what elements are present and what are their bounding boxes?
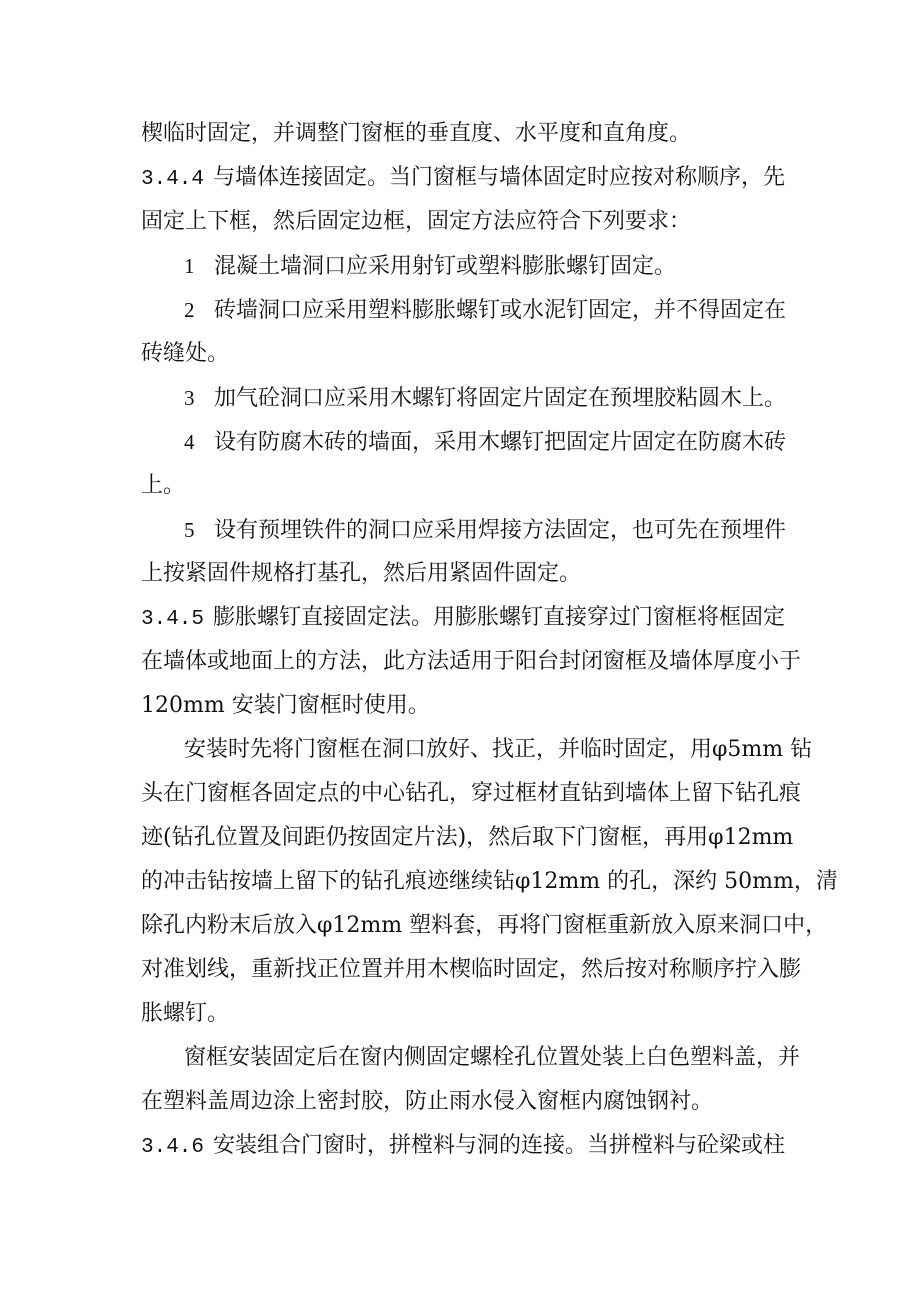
text-line [141, 693, 430, 719]
text-line [141, 1001, 229, 1027]
paragraph-first-line [184, 1045, 800, 1071]
section-number: 3.4.6 [141, 1136, 205, 1159]
line-text: 加气砼洞口应采用木螺钉将固定片固定在预埋胶粘圆木上。 [214, 386, 787, 411]
text-line [141, 209, 691, 235]
item-number: 5 [184, 518, 195, 542]
text-line [141, 825, 793, 851]
paragraph-first-line [184, 737, 812, 763]
text-line [141, 649, 801, 675]
list-item [184, 297, 786, 324]
line-text: 上。 [141, 473, 186, 498]
line-text: 在墙体或地面上的方法，此方法适用于阳台封闭窗框及墙体厚度小于 [141, 649, 802, 674]
text-line [141, 561, 581, 587]
text-line [141, 341, 229, 367]
section-number: 3.4.4 [141, 168, 205, 191]
line-text: 砖墙洞口应采用塑料膨胀螺钉或水泥钉固定，并不得固定在 [214, 298, 787, 323]
line-text: 砖缝处。 [141, 341, 230, 366]
text-line [141, 913, 827, 939]
item-number: 2 [184, 298, 195, 322]
item-number: 3 [184, 386, 195, 410]
list-item [184, 253, 676, 280]
section-heading [141, 165, 785, 193]
line-text: 设有防腐木砖的墙面，采用木螺钉把固定片固定在防腐木砖 [214, 430, 787, 455]
text-line [141, 473, 185, 499]
section-heading [141, 605, 785, 633]
line-text: 的冲击钻按墙上留下的钻孔痕迹继续钻φ12mm 的孔，深约 50mm，清 [141, 869, 838, 894]
line-text: 楔临时固定，并调整门窗框的垂直度、水平度和直角度。 [141, 121, 692, 146]
text-line [141, 957, 801, 983]
line-text: 除孔内粉末后放入φ12mm 塑料套，再将门窗框重新放入原来洞口中， [141, 913, 828, 938]
section-heading [141, 1133, 785, 1161]
text-line [141, 869, 838, 895]
line-text: 头在门窗框各固定点的中心钻孔，穿过框材直钻到墙体上留下钻孔痕 [141, 781, 802, 806]
line-text: 在塑料盖周边涂上密封胶，防止雨水侵入窗框内腐蚀钢衬。 [141, 1089, 714, 1114]
line-text: 设有预埋铁件的洞口应采用焊接方法固定，也可先在预埋件 [214, 518, 787, 543]
line-text: 固定上下框，然后固定边框，固定方法应符合下列要求： [141, 209, 692, 234]
list-item [184, 517, 786, 544]
text-line [141, 1089, 713, 1115]
line-text: 安装组合门窗时，拼樘料与洞的连接。当拼樘料与砼梁或柱 [213, 1133, 786, 1158]
section-number: 3.4.5 [141, 608, 205, 631]
list-item [184, 429, 786, 456]
line-text: 膨胀螺钉直接固定法。用膨胀螺钉直接穿过门窗框将框固定 [213, 605, 786, 630]
line-text: 胀螺钉。 [141, 1001, 230, 1026]
line-text: 对准划线，重新找正位置并用木楔临时固定，然后按对称顺序拧入膨 [141, 957, 802, 982]
line-text: 与墙体连接固定。当门窗框与墙体固定时应按对称顺序，先 [213, 165, 786, 190]
text-line [141, 121, 691, 147]
line-text: 120mm 安装门窗框时使用。 [141, 693, 430, 718]
item-number: 1 [184, 254, 195, 278]
text-line [141, 781, 801, 807]
line-text: 混凝土墙洞口应采用射钉或塑料膨胀螺钉固定。 [214, 254, 677, 279]
line-text: 上按紧固件规格打基孔，然后用紧固件固定。 [141, 561, 582, 586]
line-text: 安装时先将门窗框在洞口放好、找正，并临时固定，用φ5mm 钻 [184, 737, 813, 762]
line-text: 迹(钻孔位置及间距仍按固定片法)，然后取下门窗框，再用φ12mm [141, 825, 794, 850]
item-number: 4 [184, 430, 195, 454]
line-text: 窗框安装固定后在窗内侧固定螺栓孔位置处装上白色塑料盖，并 [184, 1045, 801, 1070]
list-item [184, 385, 786, 412]
